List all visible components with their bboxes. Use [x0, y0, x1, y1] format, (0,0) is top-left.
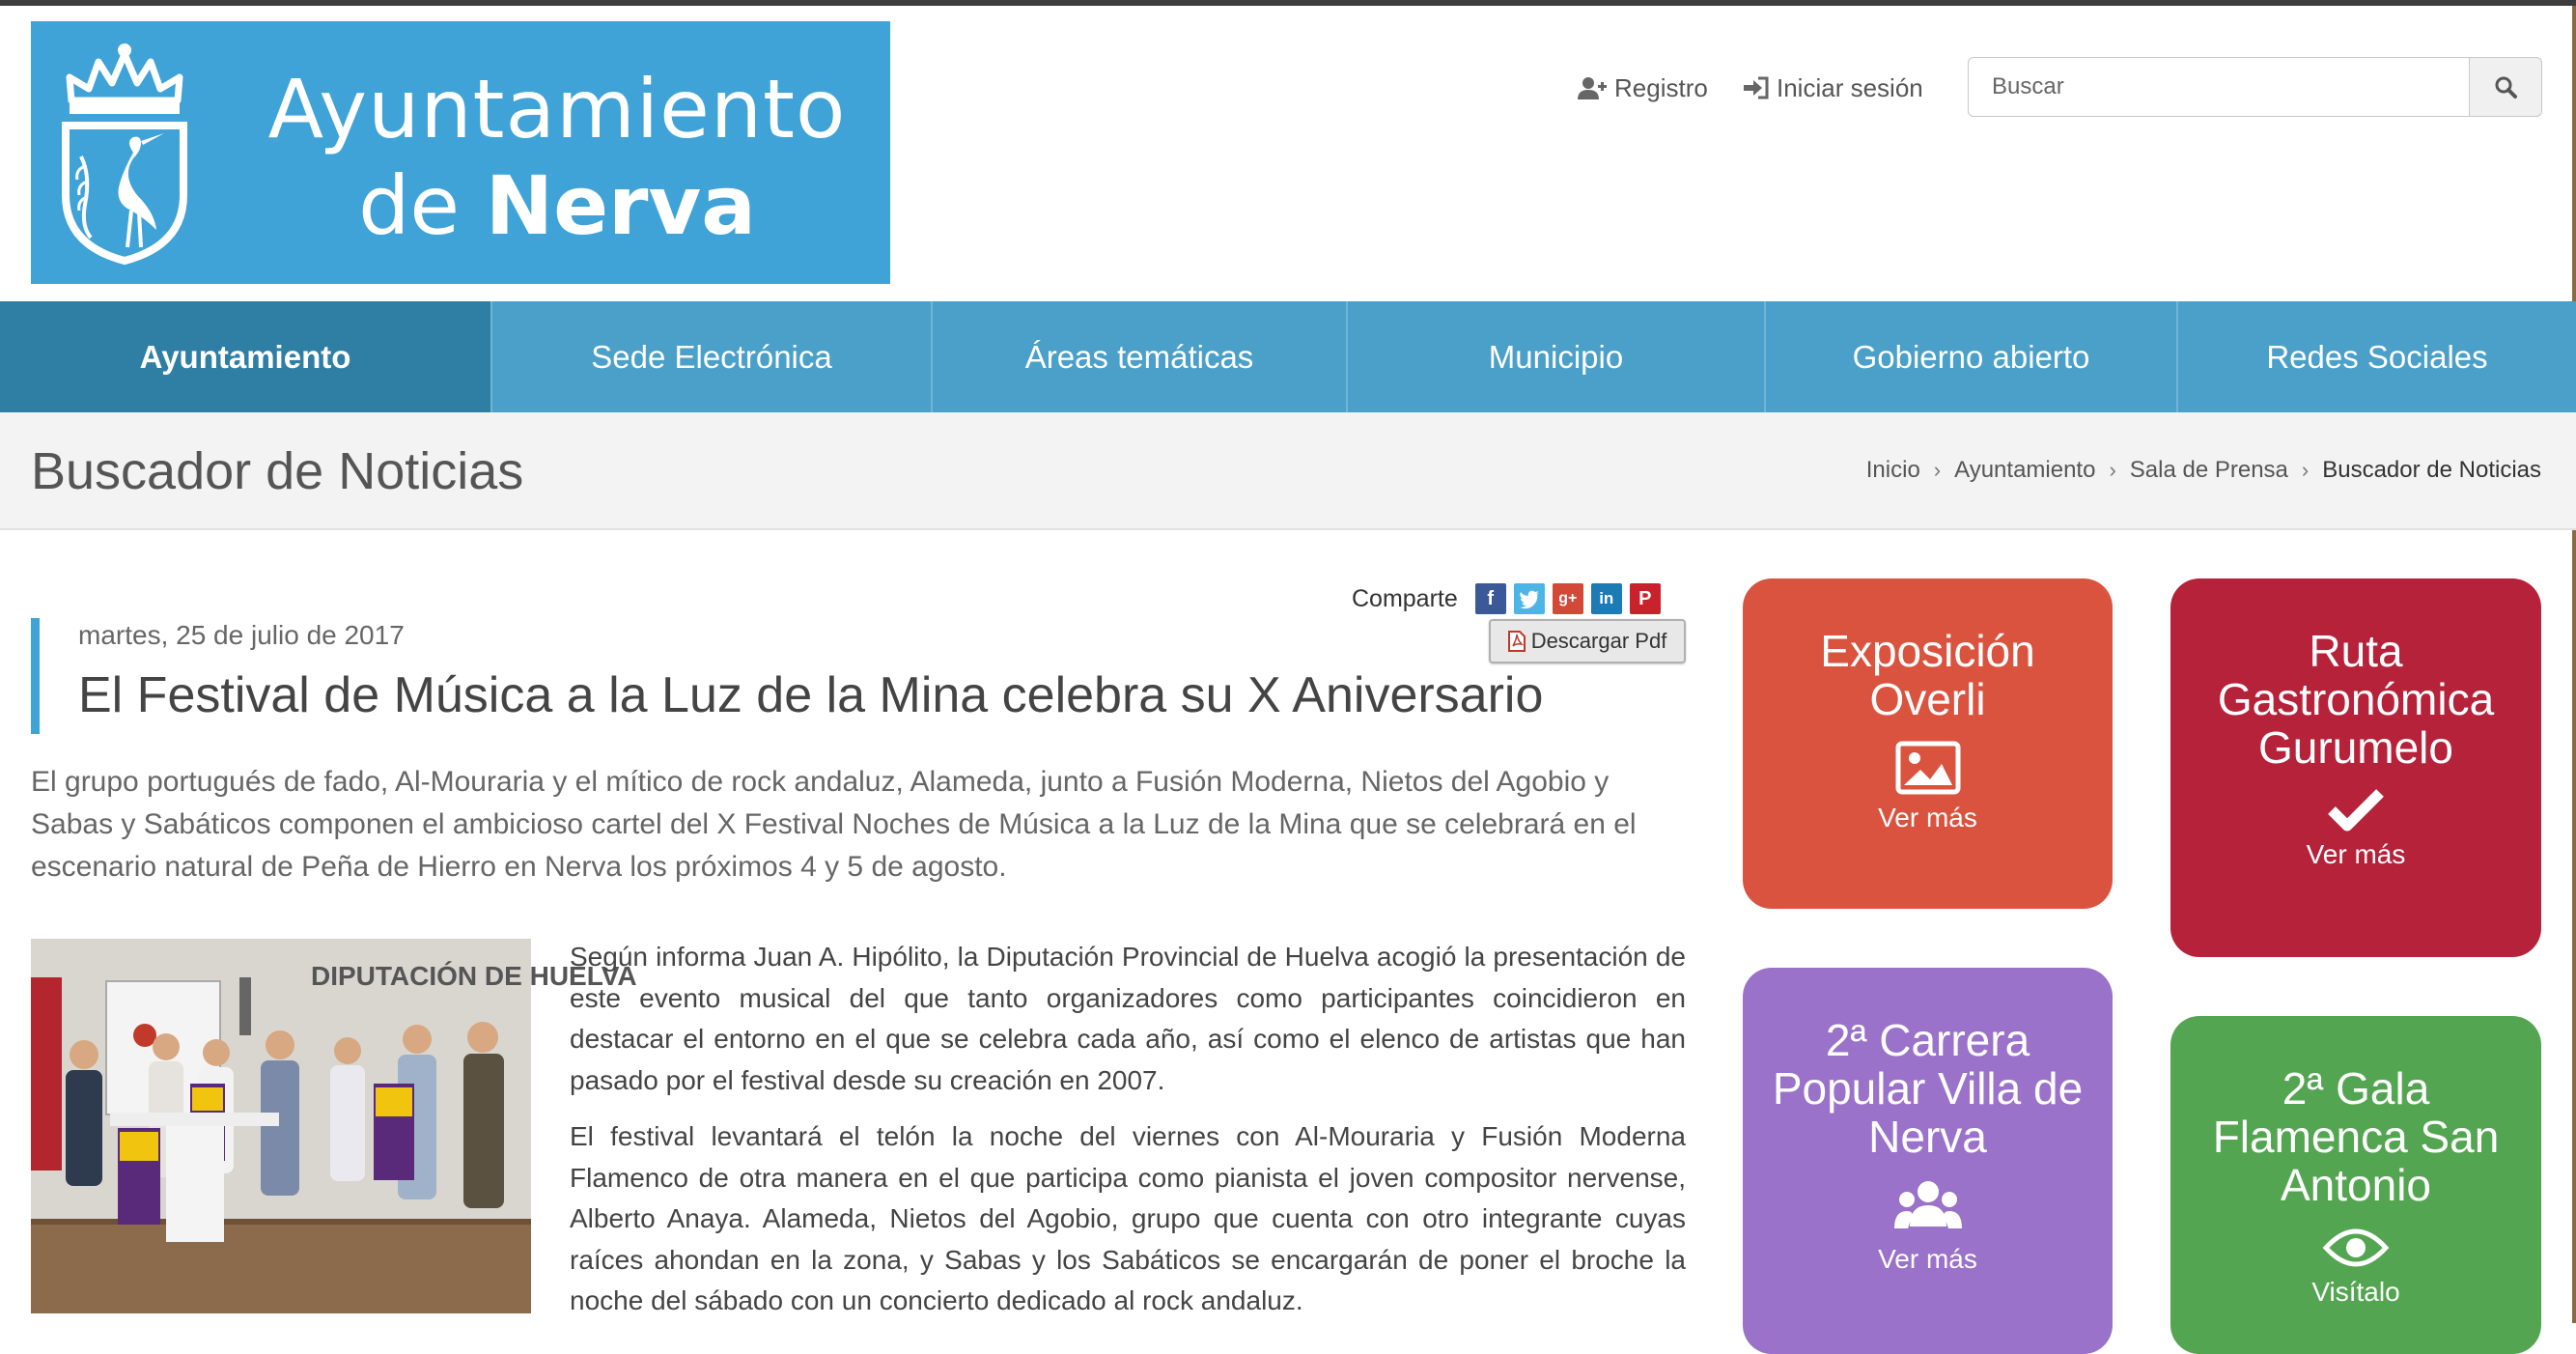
nav-item-sede-electronica[interactable]: Sede Electrónica	[492, 301, 933, 412]
article-paragraph: Según informa Juan A. Hipólito, la Diputación Provincial de Huelva acogió la presentación de este evento musical del que tanto organizadores como participantes coincidieron en destacar el entorno en el que se celebra cada año, así como el elenco de artistas que han pasado por el festival desde su creación en 2007.	[570, 942, 1686, 1095]
nav-item-redes-sociales[interactable]: Redes Sociales	[2266, 338, 2488, 375]
logo-nerva: Nerva	[485, 158, 756, 253]
logo-de: de	[358, 158, 461, 253]
logo-title-line1: Ayuntamiento	[267, 62, 847, 156]
twitter-icon[interactable]	[1514, 583, 1545, 614]
nav-item-ayuntamiento[interactable]: Ayuntamiento	[0, 301, 492, 412]
article-paragraph: El festival levantará el telón la noche del viernes con Al-Mouraria y Fusión Moderna Flamenco de otra manera en el que participa como pianista el joven compositor nervense, Alberto Anaya. Alameda, Nietos del Agobio, grupo que cuenta con otro integrante cuyas raíces ahondan en la zona, y Sabas y los Sabáticos se encargarán de poner el broche la noche del sábado con un concierto dedicado al rock andaluz.	[570, 1121, 1686, 1315]
logo-title-line2	[238, 153, 876, 259]
tile-more-link[interactable]: Ver más	[1878, 1244, 1977, 1274]
login-link[interactable]	[1744, 66, 1923, 110]
google-plus-icon[interactable]: g+	[1553, 583, 1583, 614]
search-icon	[2494, 75, 2517, 99]
article-lead: El grupo portugués de fado, Al-Mouraria y el mítico de rock andaluz, Alameda, junto a Fusión Moderna, Nietos del Agobio y Sabas y Sabáticos componen el ambicioso cartel del X Festival Noches de Música a la Luz de la Mina que se celebrará en el escenario natural de Peña de Hierro en Nerva los próximos 4 y 5 de agosto.	[31, 766, 1637, 883]
crest-icon	[52, 41, 197, 265]
article-header	[31, 618, 1544, 734]
tile-exposicion-overli[interactable]	[1743, 578, 2113, 909]
search-box	[1968, 57, 2542, 117]
download-pdf-label: Descargar Pdf	[1530, 629, 1667, 653]
nav-item-municipio[interactable]: Municipio	[1348, 301, 1766, 412]
page-title-bar	[0, 412, 2576, 530]
pinterest-icon[interactable]: P	[1630, 583, 1661, 614]
site-logo[interactable]	[31, 21, 890, 284]
tile-more-link[interactable]: Ver más	[2306, 839, 2406, 869]
article-date: martes, 25 de julio de 2017	[78, 620, 405, 650]
facebook-icon[interactable]: f	[1475, 583, 1506, 614]
window-top-border	[0, 0, 2576, 6]
users-icon	[1894, 1178, 1962, 1236]
breadcrumb-item-sala-de-prensa[interactable]: Sala de Prensa	[2129, 457, 2288, 483]
file-pdf-icon	[1508, 631, 1526, 652]
page-title: Buscador de Noticias	[31, 442, 524, 500]
tile-more-link[interactable]: Ver más	[1878, 803, 1977, 832]
tile-title: 2ª Carrera Popular Villa de Nerva	[1772, 1015, 2084, 1162]
tile-title: Ruta Gastronómica Gurumelo	[2217, 626, 2495, 773]
tile-title: Exposición Overli	[1820, 626, 2035, 724]
breadcrumb-item-inicio[interactable]: Inicio	[1865, 457, 1920, 483]
nav-item-areas-tematicas[interactable]: Áreas temáticas	[933, 301, 1348, 412]
register-link[interactable]	[1578, 66, 1708, 110]
login-label: Iniciar sesión	[1777, 72, 1923, 102]
share-bar	[1352, 583, 1661, 614]
linkedin-icon[interactable]: in	[1591, 583, 1622, 614]
breadcrumb-separator-icon: ›	[1933, 458, 1942, 482]
breadcrumb	[1866, 457, 2541, 484]
tile-gala-flamenca[interactable]	[2170, 1016, 2541, 1354]
tile-carrera-popular[interactable]	[1743, 968, 2113, 1354]
download-pdf-button[interactable]	[1489, 619, 1686, 663]
breadcrumb-item-ayuntamiento[interactable]: Ayuntamiento	[1954, 457, 2096, 483]
article-body	[570, 937, 1686, 1338]
search-input[interactable]	[1968, 57, 2470, 117]
register-label: Registro	[1614, 72, 1708, 102]
background-strip	[2572, 6, 2576, 1323]
search-button[interactable]	[2470, 57, 2542, 117]
tile-ruta-gastronomica[interactable]	[2170, 578, 2541, 957]
image-icon	[1895, 741, 1961, 795]
main-nav	[0, 301, 2576, 412]
tile-title: 2ª Gala Flamenca San Antonio	[2212, 1063, 2500, 1210]
share-label: Comparte	[1352, 584, 1458, 612]
press-conference-photo	[31, 939, 637, 1313]
breadcrumb-separator-icon: ›	[2301, 458, 2310, 482]
breadcrumb-item-current: Buscador de Noticias	[2322, 457, 2541, 483]
tile-more-link[interactable]: Visítalo	[2311, 1277, 2400, 1307]
user-plus-icon	[1578, 76, 1607, 99]
breadcrumb-separator-icon: ›	[2109, 458, 2116, 482]
sign-in-icon	[1744, 76, 1769, 99]
photo-sign-text: DIPUTACIÓN DE HUELVA	[311, 961, 637, 991]
nav-item-gobierno-abierto[interactable]: Gobierno abierto	[1766, 301, 2178, 412]
eye-icon	[2324, 1227, 2388, 1269]
article-title: El Festival de Música a la Luz de la Mina celebra su X Aniversario	[78, 667, 1544, 723]
check-icon	[2328, 789, 2384, 832]
article-photo[interactable]	[31, 939, 637, 1313]
